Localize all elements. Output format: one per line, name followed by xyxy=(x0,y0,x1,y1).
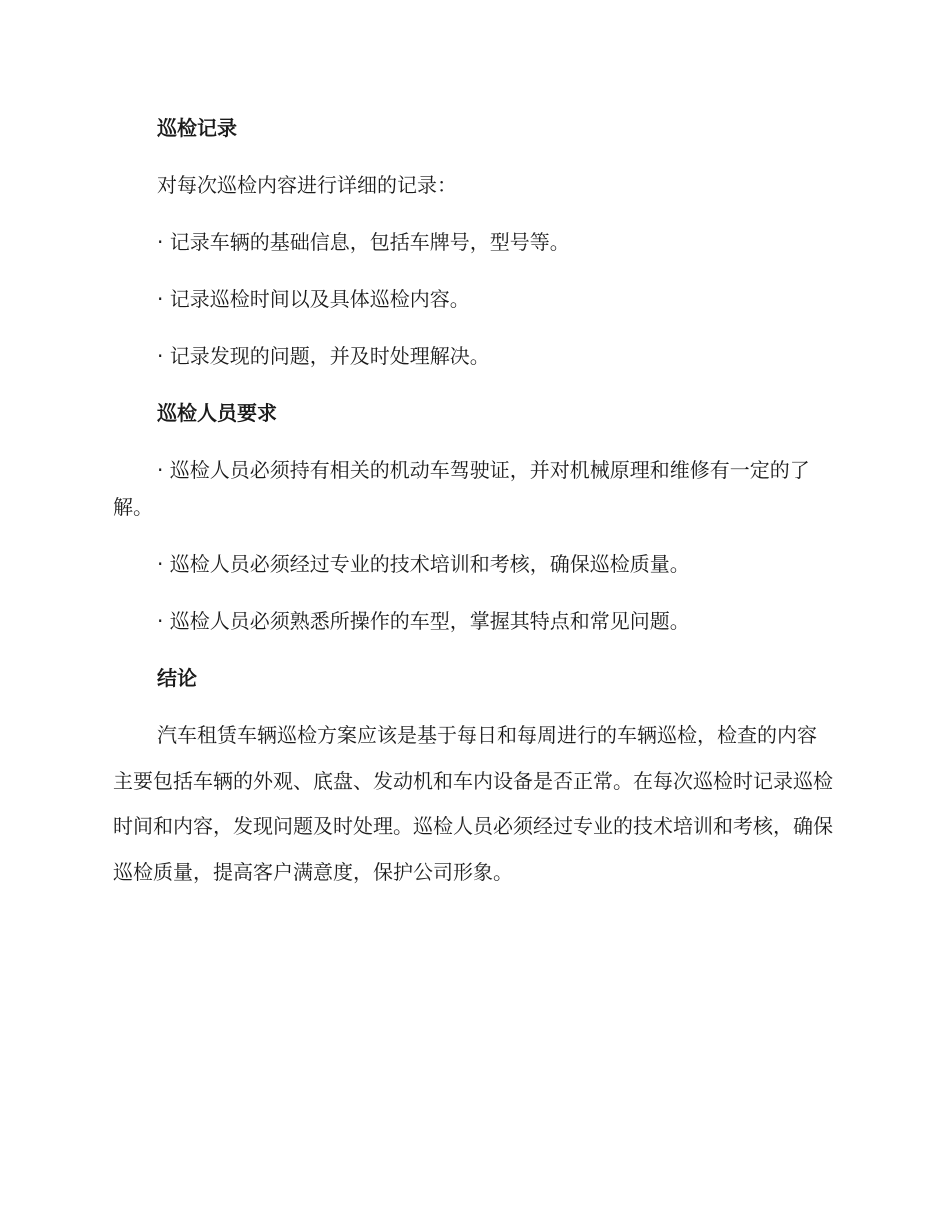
record-item-1: · 记录车辆的基础信息，包括车牌号，型号等。 xyxy=(157,230,570,254)
section-heading-record: 巡检记录 xyxy=(157,116,237,140)
staff-item-3: · 巡检人员必须熟悉所操作的车型，掌握其特点和常见问题。 xyxy=(157,609,690,633)
staff-item-2: · 巡检人员必须经过专业的技术培训和考核，确保巡检质量。 xyxy=(157,552,690,576)
section-heading-conclusion: 结论 xyxy=(157,666,197,690)
record-item-2: · 记录巡检时间以及具体巡检内容。 xyxy=(157,287,470,311)
conclusion-paragraph: 汽车租赁车辆巡检方案应该是基于每日和每周进行的车辆巡检，检查的内容主要包括车辆的外观、底盘、发动机和车内设备是否正常。在每次巡检时记录巡检时间和内容，发现问题及时处理。巡检人员必须经过专业的技术培训和考核，确保巡检质量，提高客户满意度，保护公司形象。 xyxy=(113,723,833,884)
record-item-3: · 记录发现的问题，并及时处理解决。 xyxy=(157,344,490,368)
staff-item-1: · 巡检人员必须持有相关的机动车驾驶证，并对机械原理和维修有一定的了解。 xyxy=(113,458,810,519)
section-heading-staff: 巡检人员要求 xyxy=(157,401,277,425)
record-intro: 对每次巡检内容进行详细的记录： xyxy=(157,173,457,197)
document-page xyxy=(113,110,835,915)
